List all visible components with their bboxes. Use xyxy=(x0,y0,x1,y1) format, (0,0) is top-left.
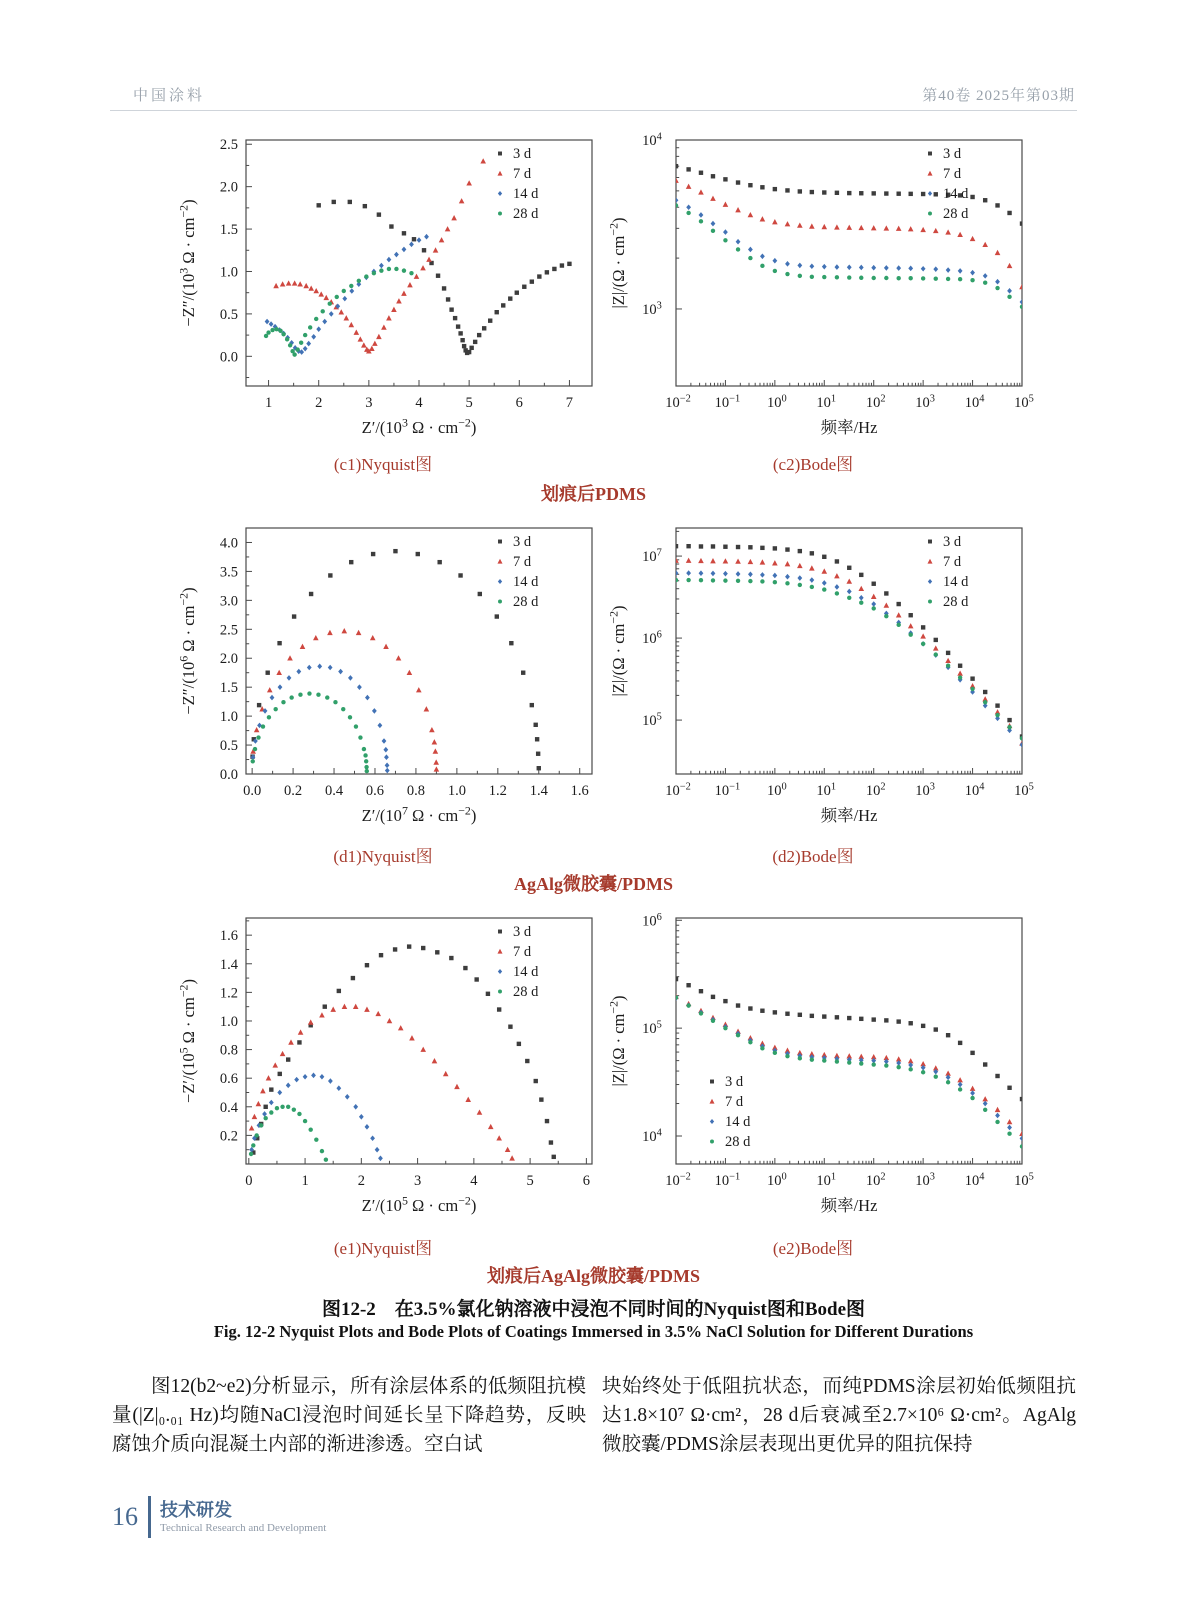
svg-text:1.4: 1.4 xyxy=(529,783,548,799)
caption-c2: (c2)Bode图 xyxy=(772,455,854,474)
svg-text:1: 1 xyxy=(301,1173,309,1189)
svg-text:2.5: 2.5 xyxy=(219,622,238,639)
svg-text:1.0: 1.0 xyxy=(219,1013,238,1030)
svg-text:0.8: 0.8 xyxy=(406,783,425,799)
svg-text:0.0: 0.0 xyxy=(243,783,262,799)
svg-text:7 d: 7 d xyxy=(725,1094,744,1110)
svg-text:1.0: 1.0 xyxy=(219,264,238,281)
chart-c1-nyquist xyxy=(168,126,598,456)
svg-text:3 d: 3 d xyxy=(725,1074,744,1090)
svg-text:0.5: 0.5 xyxy=(219,738,238,755)
svg-text:5: 5 xyxy=(465,395,473,411)
svg-text:10−2: $10^{-2}$ xyxy=(665,393,691,411)
caption-d2: (d2)Bode图 xyxy=(772,847,854,866)
svg-text:1.0: 1.0 xyxy=(447,783,466,799)
journal-title: 中国涂料 xyxy=(133,88,206,104)
svg-text:2.0: 2.0 xyxy=(219,179,238,196)
svg-text:1.2: 1.2 xyxy=(488,783,507,799)
svg-text:0.6: 0.6 xyxy=(219,1071,238,1088)
svg-text:103: $10^3$ xyxy=(642,300,662,318)
svg-text:104: $10^4$ xyxy=(964,781,985,799)
svg-text:3 d: 3 d xyxy=(513,146,532,162)
footer-accent-bar xyxy=(148,1496,151,1538)
svg-text:104: $10^4$ xyxy=(964,393,985,411)
svg-text:0.6: 0.6 xyxy=(365,783,385,799)
svg-text:5: 5 xyxy=(526,1173,534,1189)
svg-text:频率/Hz: 频率/Hz xyxy=(820,1196,878,1215)
svg-text:105: $10^5$ xyxy=(1014,393,1034,411)
svg-text:1.6: 1.6 xyxy=(570,783,589,799)
svg-text:14 d: 14 d xyxy=(943,186,969,202)
svg-text:106: $10^6$ xyxy=(642,911,662,930)
svg-text:−Z′/(105 Ω · cm−2): $-Z'/(10^5$ $\Omega \cdot cm^{-2}$) xyxy=(176,979,198,1103)
svg-text:Z′/(103 Ω · cm−2): $Z'/(10^3$ $\Omega \cdot cm^{-2}$) xyxy=(361,415,477,437)
svg-text:Z′/(105 Ω · cm−2): $Z'/(10^5$ $\Omega \cdot cm^{-2}$) xyxy=(361,1193,477,1215)
figure-title-en: Fig. 12-2 Nyquist Plots and Bode Plots of Coatings Immersed in 3.5% NaCl Solution for Different Durations xyxy=(213,1322,974,1341)
svg-text:103: $10^3$ xyxy=(915,393,935,411)
group-caption-c: 划痕后PDMS xyxy=(541,484,646,504)
svg-text:7 d: 7 d xyxy=(943,554,962,570)
chart-e1-nyquist xyxy=(168,904,598,1234)
svg-text:10−1: $10^{-1}$ xyxy=(714,1171,741,1189)
svg-text:28 d: 28 d xyxy=(513,594,539,610)
svg-text:105: $10^5$ xyxy=(642,711,662,730)
svg-text:100: $10^0$ xyxy=(767,393,787,411)
figure-title-zh: 图12-2 在3.5%氯化钠溶液中浸泡不同时间的Nyquist图和Bode图 xyxy=(321,1299,866,1320)
svg-text:2.0: 2.0 xyxy=(219,651,238,668)
header-divider xyxy=(110,110,1077,111)
svg-text:10−1: $10^{-1}$ xyxy=(714,393,741,411)
svg-text:0.0: 0.0 xyxy=(219,349,238,366)
svg-text:14 d: 14 d xyxy=(725,1114,751,1130)
svg-text:频率/Hz: 频率/Hz xyxy=(820,806,878,825)
svg-text:102: $10^2$ xyxy=(865,1171,886,1189)
page-number: 16 xyxy=(112,1502,138,1531)
svg-text:4: 4 xyxy=(415,395,423,411)
svg-text:104: $10^4$ xyxy=(964,1171,985,1189)
chart-e2-bode xyxy=(598,904,1034,1234)
svg-text:28 d: 28 d xyxy=(943,206,969,222)
svg-text:频率/Hz: 频率/Hz xyxy=(820,418,878,437)
caption-e1: (e1)Nyquist图 xyxy=(333,1239,433,1258)
svg-text:−Z″/(103 Ω · cm−2): $-Z''/(10^3$ $\Omega \cdot cm^{-2}$) xyxy=(176,199,198,327)
svg-text:0.4: 0.4 xyxy=(324,783,344,799)
svg-text:14 d: 14 d xyxy=(943,574,969,590)
svg-text:7 d: 7 d xyxy=(943,166,962,182)
svg-text:3 d: 3 d xyxy=(943,146,962,162)
svg-text:101: $10^1$ xyxy=(816,1171,837,1189)
svg-text:1.5: 1.5 xyxy=(219,222,238,239)
svg-text:100: $10^0$ xyxy=(767,781,787,799)
svg-text:100: $10^0$ xyxy=(767,1171,787,1189)
svg-text:|Z|/(Ω · cm−2): $|Z|/(\Omega \cdot cm^{-2})$ xyxy=(606,995,628,1087)
group-caption-e: 划痕后AgAlg微胶囊/PDMS xyxy=(487,1266,700,1286)
svg-text:10−1: $10^{-1}$ xyxy=(714,781,741,799)
svg-text:7 d: 7 d xyxy=(513,166,532,182)
svg-text:1.4: 1.4 xyxy=(219,956,238,973)
svg-text:2.5: 2.5 xyxy=(219,137,238,154)
svg-text:3 d: 3 d xyxy=(513,534,532,550)
svg-text:105: $10^5$ xyxy=(1014,781,1034,799)
svg-text:28 d: 28 d xyxy=(725,1134,751,1150)
svg-text:3 d: 3 d xyxy=(943,534,962,550)
chart-c2-bode xyxy=(598,126,1034,456)
svg-text:7: 7 xyxy=(565,395,574,411)
svg-text:Z′/(107 Ω · cm−2): $Z'/(10^7$ $\Omega \cdot cm^{-2}$) xyxy=(361,803,477,825)
svg-text:2: 2 xyxy=(315,395,323,411)
svg-text:14 d: 14 d xyxy=(513,574,539,590)
caption-d1: (d1)Nyquist图 xyxy=(333,847,433,866)
svg-text:7 d: 7 d xyxy=(513,554,532,570)
svg-text:1.0: 1.0 xyxy=(219,709,238,726)
svg-text:1.6: 1.6 xyxy=(219,928,238,945)
svg-text:3.0: 3.0 xyxy=(219,593,238,610)
svg-text:−Z″/(106 Ω · cm−2): $-Z''/(10^6$ $\Omega \cdot cm^{-2}$) xyxy=(176,587,198,715)
chart-d1-nyquist xyxy=(168,514,598,844)
svg-text:14 d: 14 d xyxy=(513,186,539,202)
svg-text:1.2: 1.2 xyxy=(219,985,238,1002)
chart-d2-bode xyxy=(598,514,1034,844)
svg-text:104: $10^4$ xyxy=(642,1127,662,1145)
svg-text:0: 0 xyxy=(245,1173,253,1189)
svg-text:0.4: 0.4 xyxy=(219,1099,238,1116)
svg-text:103: $10^3$ xyxy=(915,1171,935,1189)
svg-text:102: $10^2$ xyxy=(865,781,886,799)
svg-text:0.8: 0.8 xyxy=(219,1042,238,1059)
svg-text:0.2: 0.2 xyxy=(284,783,303,799)
body-text-right-column: 块始终处于低阻抗状态，而纯PDMS涂层初始低频阻抗达1.8×10⁷ Ω·cm²，28 d后衰减至2.7×10⁶ Ω·cm²。AgAlg微胶囊/PDMS涂层表现出更优异的阻抗保持 xyxy=(602,1376,1076,1455)
svg-text:3: 3 xyxy=(413,1173,422,1189)
svg-text:6: 6 xyxy=(582,1173,590,1189)
svg-text:1.5: 1.5 xyxy=(219,680,238,697)
svg-text:101: $10^1$ xyxy=(816,393,837,411)
footer-section-en: Technical Research and Development xyxy=(160,1521,327,1534)
svg-text:3: 3 xyxy=(365,395,373,411)
svg-text:106: $10^6$ xyxy=(642,629,662,648)
svg-text:0.2: 0.2 xyxy=(219,1128,238,1145)
svg-text:104: $10^4$ xyxy=(642,131,662,149)
volume-issue: 第40卷 2025年第03期 xyxy=(922,88,1075,104)
svg-text:3 d: 3 d xyxy=(513,924,532,940)
footer xyxy=(112,1496,326,1538)
footer-section-zh: 技术研发 xyxy=(160,1499,232,1520)
caption-e2: (e2)Bode图 xyxy=(772,1239,854,1258)
svg-text:10−2: $10^{-2}$ xyxy=(665,781,691,799)
svg-text:0.0: 0.0 xyxy=(219,767,238,783)
svg-text:1: 1 xyxy=(264,395,273,411)
svg-text:14 d: 14 d xyxy=(513,964,539,980)
svg-text:107: $10^7$ xyxy=(642,547,662,566)
svg-text:|Z|/(Ω · cm−2): $|Z|/(\Omega \cdot cm^{-2})$ xyxy=(606,217,628,309)
svg-text:2: 2 xyxy=(357,1173,365,1189)
svg-text:103: $10^3$ xyxy=(915,781,935,799)
caption-c1: (c1)Nyquist图 xyxy=(333,455,433,474)
svg-text:4: 4 xyxy=(470,1173,478,1189)
svg-text:6: 6 xyxy=(515,395,523,411)
svg-text:3.5: 3.5 xyxy=(219,564,238,581)
svg-text:28 d: 28 d xyxy=(943,594,969,610)
svg-text:10−2: $10^{-2}$ xyxy=(665,1171,691,1189)
svg-text:0.5: 0.5 xyxy=(219,306,238,323)
svg-text:105: $10^5$ xyxy=(1014,1171,1034,1189)
svg-text:28 d: 28 d xyxy=(513,984,539,1000)
svg-text:4.0: 4.0 xyxy=(219,535,238,552)
body-text-left-column: 图12(b2~e2)分析显示，所有涂层体系的低频阻抗模量(|Z|₀.₀₁ Hz)均随NaCl浸泡时间延长呈下降趋势，反映腐蚀介质向混凝土内部的渐进渗透。空白试 xyxy=(112,1376,586,1455)
svg-text:28 d: 28 d xyxy=(513,206,539,222)
svg-text:101: $10^1$ xyxy=(816,781,837,799)
svg-text:|Z|/(Ω · cm−2): $|Z|/(\Omega \cdot cm^{-2})$ xyxy=(606,605,628,697)
svg-text:105: $10^5$ xyxy=(642,1019,662,1038)
svg-text:102: $10^2$ xyxy=(865,393,886,411)
group-caption-d: AgAlg微胶囊/PDMS xyxy=(514,874,673,894)
svg-text:7 d: 7 d xyxy=(513,944,532,960)
